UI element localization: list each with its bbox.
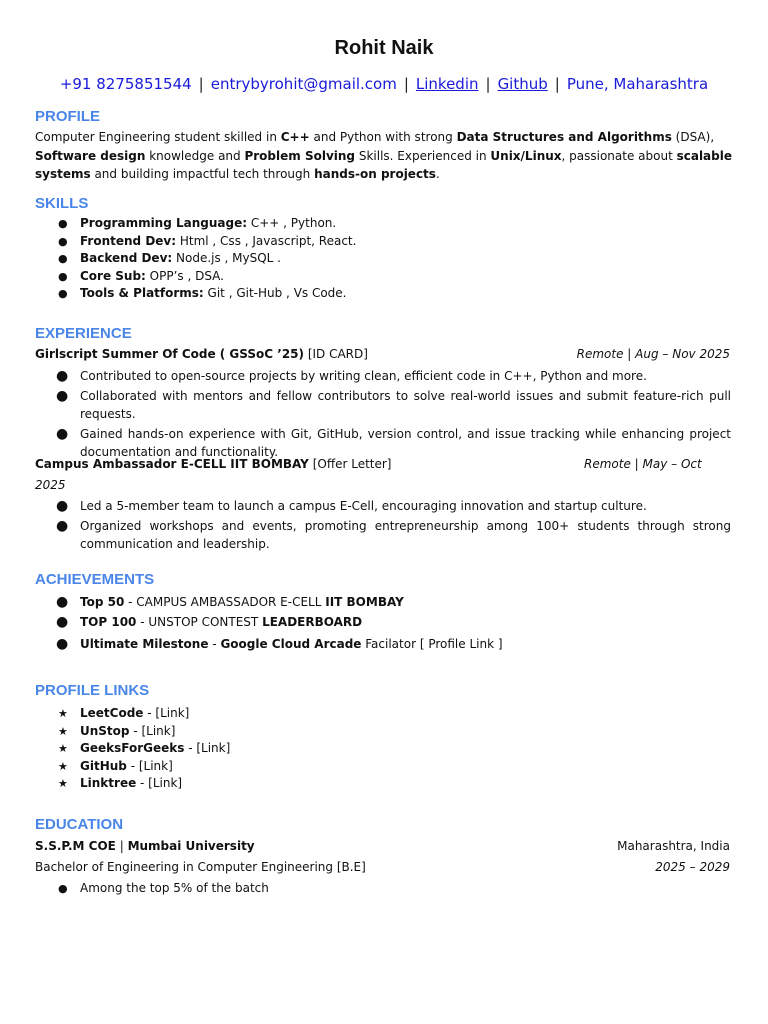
star-icon: ★: [58, 759, 68, 773]
link-label: LeetCode: [80, 706, 144, 720]
bullet-icon: ●: [56, 368, 69, 384]
summary-text: Skills. Experienced in: [355, 148, 491, 163]
profile-links-heading: PROFILE LINKS: [35, 682, 150, 699]
list-item: [58, 758, 230, 776]
bullet-icon: ●: [58, 287, 68, 301]
education-location: Maharashtra, India: [617, 839, 730, 853]
achievements-heading: ACHIEVEMENTS: [35, 571, 155, 588]
job-organization: Girlscript Summer Of Code ( GSSoC ’25): [35, 347, 304, 361]
geeksforgeeks-link[interactable]: - [Link]: [184, 741, 231, 756]
contact-separator: |: [554, 75, 560, 93]
job-point: Gained hands-on experience with Git, GitHub, version control, and issue tracking while enhancing project documentation and functionality.: [80, 427, 731, 459]
skills-heading: SKILLS: [35, 195, 89, 212]
list-item: [56, 367, 731, 385]
skill-value: OPP’s , DSA.: [145, 268, 224, 283]
job-organization: Campus Ambassador E-CELL IIT BOMBAY: [35, 457, 309, 471]
achievement-text: - CAMPUS AMBASSADOR E-CELL: [124, 595, 326, 609]
star-icon: ★: [58, 707, 68, 720]
bullet-icon: ●: [56, 388, 69, 404]
leetcode-link[interactable]: - [Link]: [143, 706, 190, 720]
list-item: [58, 285, 356, 303]
skill-label: Programming Language:: [80, 216, 248, 230]
achievement-bold: Google Cloud Arcade: [220, 637, 362, 651]
job-point: Organized workshops and events, promoting entrepreneurship among 100+ students through strong communication and leadership.: [80, 519, 731, 551]
offer-letter-link[interactable]: [Offer Letter]: [308, 457, 392, 471]
college-name: S.S.P.M COE: [35, 839, 116, 853]
achievement-bold: TOP 100: [80, 615, 137, 629]
list-item: [58, 705, 230, 723]
summary-text: and Python with strong: [309, 130, 457, 144]
summary-bold: hands-on projects: [314, 167, 436, 181]
education-point: Among the top 5% of the batch: [80, 881, 269, 895]
university-name: Mumbai University: [127, 839, 255, 853]
summary-text: knowledge and: [145, 148, 245, 163]
star-icon: ★: [58, 724, 68, 738]
linkedin-link[interactable]: Linkedin: [415, 75, 479, 93]
education-years: 2025 – 2029: [655, 860, 730, 874]
contact-separator: |: [485, 75, 491, 93]
profile-link-text[interactable]: Facilator [ Profile Link ]: [361, 637, 503, 651]
achievement-bold: Ultimate Milestone: [80, 637, 209, 651]
skill-label: Core Sub:: [80, 268, 146, 283]
achievement-bold: LEADERBOARD: [262, 615, 363, 629]
contact-separator: |: [403, 75, 409, 93]
candidate-name: Rohit Naik: [334, 37, 434, 59]
summary-text: (DSA),: [671, 130, 715, 144]
star-icon: ★: [58, 777, 68, 791]
github-link[interactable]: Github: [497, 75, 548, 93]
bullet-icon: ●: [56, 426, 69, 442]
list-item: [56, 425, 731, 461]
skill-value: Html , Css , Javascript, React.: [176, 233, 357, 248]
profile-summary: [35, 128, 733, 184]
list-item: [56, 387, 731, 423]
bullet-icon: ●: [58, 269, 68, 283]
summary-bold: C++: [280, 130, 310, 144]
id-card-link[interactable]: [ID CARD]: [304, 347, 368, 361]
bullet-icon: ●: [58, 252, 68, 266]
list-item: [56, 593, 731, 611]
job-points: [56, 367, 731, 463]
achievement-bold: Top 50: [80, 595, 125, 609]
list-item: [58, 215, 356, 233]
list-item: [56, 497, 731, 515]
github-profile-link[interactable]: - [Link]: [126, 758, 173, 773]
bullet-icon: ●: [56, 614, 69, 630]
list-item: [56, 613, 731, 631]
unstop-link[interactable]: - [Link]: [129, 723, 176, 738]
job-points: [56, 497, 731, 555]
bullet-icon: ●: [56, 498, 69, 514]
education-header: [35, 839, 730, 857]
summary-text: , passionate about: [561, 148, 677, 163]
link-label: GitHub: [80, 758, 127, 773]
contact-line: [0, 75, 768, 93]
education-separator: |: [115, 839, 128, 853]
list-item: [58, 775, 230, 793]
list-item: [58, 250, 356, 268]
list-item: [58, 880, 269, 898]
bullet-icon: ●: [58, 217, 68, 230]
profile-links-list: [58, 705, 231, 793]
job-point: Contributed to open-source projects by writing clean, efficient code in C++, Python and more.: [80, 369, 647, 383]
experience-heading: EXPERIENCE: [35, 325, 132, 342]
summary-text: and building impactful tech through: [90, 167, 315, 181]
list-item: [58, 233, 357, 251]
achievement-text: - UNSTOP CONTEST: [136, 615, 263, 629]
job-meta: Remote | May – Oct: [584, 457, 702, 471]
summary-bold: Unix/Linux: [490, 148, 562, 163]
skills-list: [58, 215, 357, 303]
email-address[interactable]: entrybyrohit@gmail.com: [210, 75, 397, 93]
summary-bold: Data Structures and Algorithms: [456, 130, 672, 144]
list-item: [56, 635, 731, 653]
job-meta: Remote | Aug – Nov 2025: [576, 347, 730, 361]
job-meta-continued: 2025: [35, 478, 66, 492]
phone-number: +91 8275851544: [59, 75, 192, 93]
skill-value: Git , Git-Hub , Vs Code.: [203, 286, 347, 301]
list-item: [58, 740, 231, 758]
profile-heading: PROFILE: [35, 108, 101, 125]
link-label: Linktree: [80, 776, 137, 791]
star-icon: ★: [58, 742, 68, 756]
skill-value: C++ , Python.: [247, 216, 337, 230]
list-item: [58, 723, 230, 741]
location-text: Pune, Maharashtra: [566, 75, 709, 93]
job-header: [35, 347, 730, 365]
skill-label: Backend Dev:: [80, 251, 173, 266]
list-item: [56, 517, 731, 553]
skill-label: Frontend Dev:: [80, 233, 177, 248]
education-heading: EDUCATION: [35, 816, 124, 833]
bullet-icon: ●: [56, 594, 69, 610]
achievement-bold: IIT BOMBAY: [325, 595, 404, 609]
summary-bold: Problem Solving: [244, 148, 356, 163]
summary-text: .: [435, 167, 440, 181]
summary-bold: scalable systems: [35, 148, 732, 181]
bullet-icon: ●: [58, 882, 68, 895]
job-point: Led a 5-member team to launch a campus E-Cell, encouraging innovation and startup culture.: [80, 499, 647, 513]
skill-value: Node.js , MySQL .: [172, 251, 281, 266]
skill-label: Tools & Platforms:: [80, 286, 204, 301]
summary-text: Computer Engineering student skilled in: [35, 130, 281, 144]
summary-bold: Software design: [35, 148, 146, 163]
list-item: [58, 268, 356, 286]
degree-line: [35, 860, 730, 878]
achievements-list: [56, 593, 731, 655]
bullet-icon: ●: [56, 518, 69, 534]
education-points: [58, 880, 269, 898]
job-point: Collaborated with mentors and fellow contributors to solve real-world issues and submit feature-rich pull requests.: [80, 389, 731, 421]
link-label: UnStop: [80, 723, 130, 738]
bullet-icon: ●: [58, 234, 68, 248]
link-label: GeeksForGeeks: [80, 741, 185, 756]
contact-separator: |: [198, 75, 204, 93]
achievement-text: -: [208, 637, 221, 651]
linktree-link[interactable]: - [Link]: [136, 776, 183, 791]
bullet-icon: ●: [56, 636, 69, 652]
degree-text: Bachelor of Engineering in Computer Engineering [B.E]: [35, 860, 366, 874]
